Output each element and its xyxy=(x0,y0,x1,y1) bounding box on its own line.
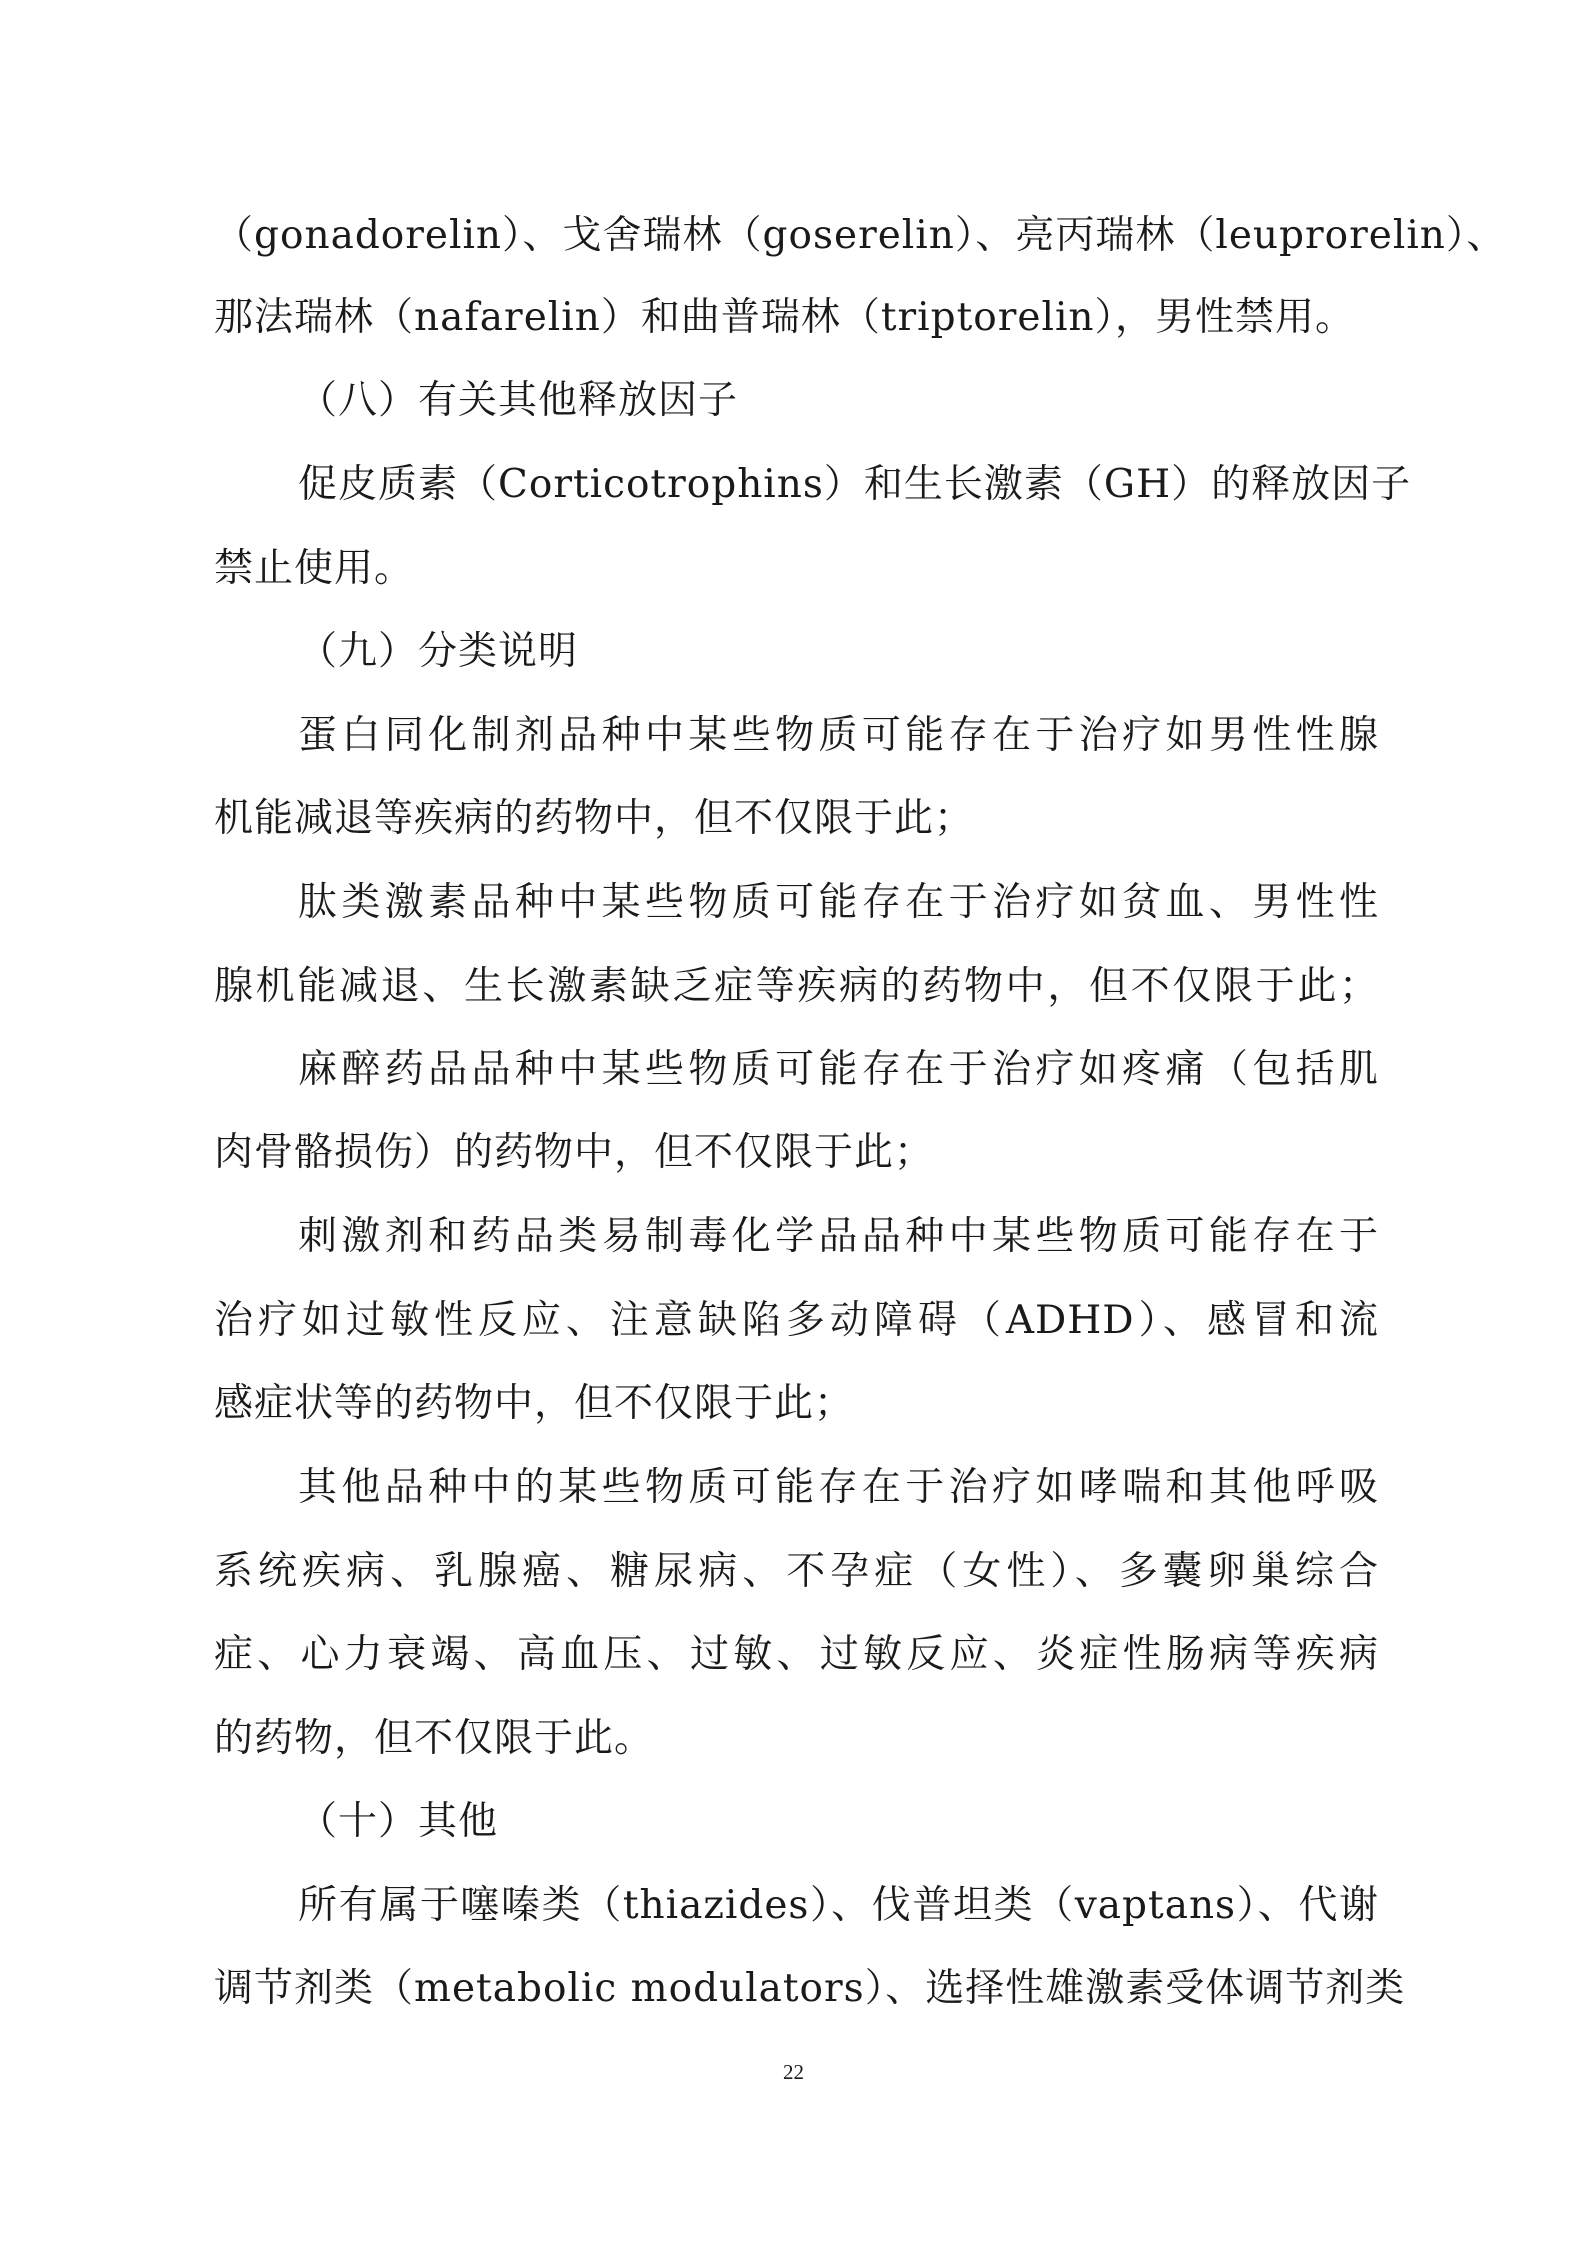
text-line: （gonadorelin）、戈舍瑞林（goserelin）、亮丙瑞林（leuprorelin）、 xyxy=(214,213,1507,258)
text-line: 那法瑞林（nafarelin）和曲普瑞林（triptorelin），男性禁用。 xyxy=(214,295,1356,340)
section-heading: （九）分类说明 xyxy=(298,629,579,674)
text-line: 麻醉药品品种中某些物质可能存在于治疗如疼痛（包括肌 xyxy=(298,1047,1379,1092)
text-line: 肉骨骼损伤）的药物中，但不仅限于此； xyxy=(214,1130,935,1175)
section-heading: （八）有关其他释放因子 xyxy=(298,378,739,423)
text-line: 调节剂类（metabolic modulators）、选择性雄激素受体调节剂类 xyxy=(214,1966,1406,2011)
page-number: 22 xyxy=(783,2060,804,2084)
text-line: 治疗如过敏性反应、注意缺陷多动障碍（ADHD）、感冒和流 xyxy=(214,1298,1379,1343)
text-line: 蛋白同化制剂品种中某些物质可能存在于治疗如男性性腺 xyxy=(298,713,1379,758)
text-line: 禁止使用。 xyxy=(214,546,415,591)
text-line: 系统疾病、乳腺癌、糖尿病、不孕症（女性）、多囊卵巢综合 xyxy=(214,1549,1379,1594)
text-line: 其他品种中的某些物质可能存在于治疗如哮喘和其他呼吸 xyxy=(298,1465,1379,1510)
text-line: 刺激剂和药品类易制毒化学品品种中某些物质可能存在于 xyxy=(298,1214,1379,1259)
text-line: 感症状等的药物中，但不仅限于此； xyxy=(214,1381,855,1426)
text-line: 促皮质素（Corticotrophins）和生长激素（GH）的释放因子 xyxy=(298,462,1412,507)
section-heading: （十）其他 xyxy=(298,1799,499,1844)
text-line: 的药物，但不仅限于此。 xyxy=(214,1716,655,1761)
text-line: 肽类激素品种中某些物质可能存在于治疗如贫血、男性性 xyxy=(298,880,1379,925)
text-line: 腺机能减退、生长激素缺乏症等疾病的药物中，但不仅限于此； xyxy=(214,964,1379,1009)
text-line: 所有属于噻嗪类（thiazides）、伐普坦类（vaptans）、代谢 xyxy=(298,1883,1379,1928)
text-line: 机能减退等疾病的药物中，但不仅限于此； xyxy=(214,796,975,841)
text-line: 症、心力衰竭、高血压、过敏、过敏反应、炎症性肠病等疾病 xyxy=(214,1632,1379,1677)
